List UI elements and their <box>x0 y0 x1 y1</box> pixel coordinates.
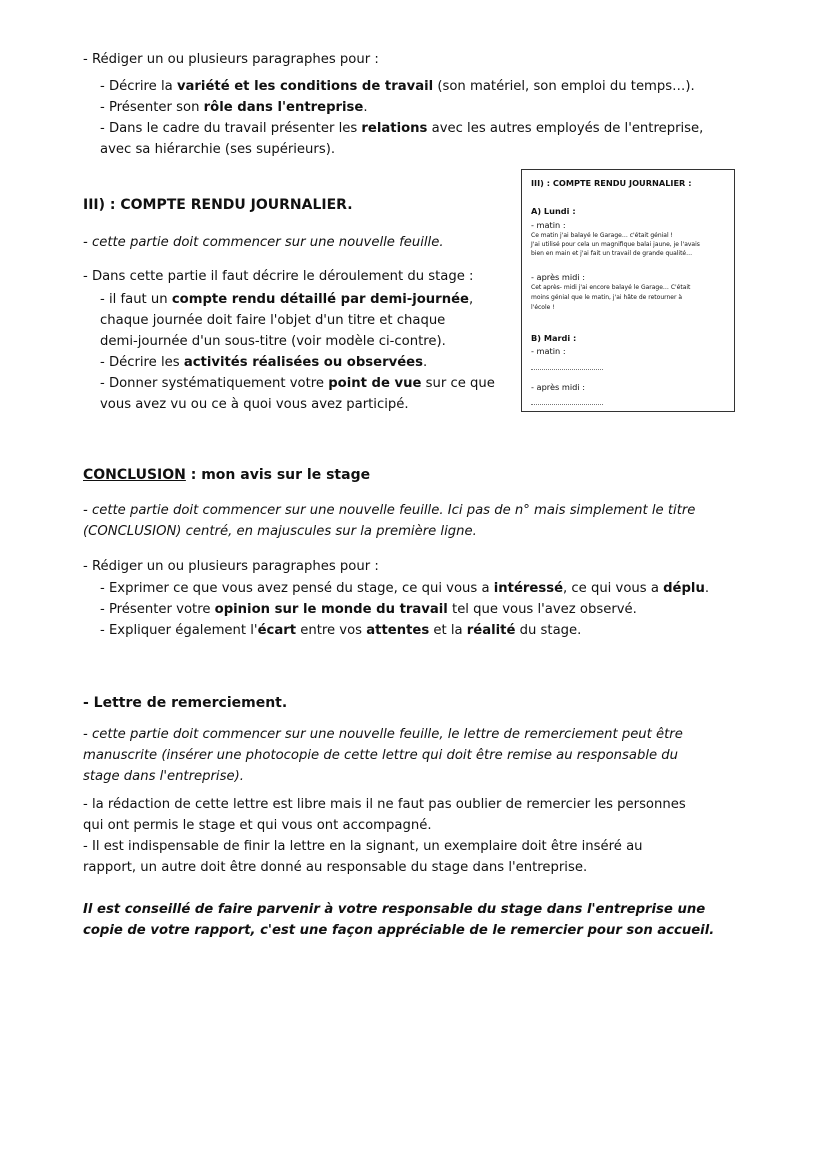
model-afternoon-label: - après midi : <box>531 382 585 392</box>
instruction-intro: - Rédiger un ou plusieurs paragraphes pour : <box>83 52 379 67</box>
lettre-note: stage dans l'entreprise). <box>83 769 244 784</box>
instruction-item-continued: vous avez vu ou ce à quoi vous avez participé. <box>100 397 409 412</box>
instruction-item: - il faut un compte rendu détaillé par demi-journée, <box>100 292 474 307</box>
model-dotted-line <box>531 404 603 405</box>
model-day-b: B) Mardi : <box>531 333 577 343</box>
model-box-title: III) : COMPTE RENDU JOURNALIER : <box>531 178 692 188</box>
model-afternoon-label: - après midi : <box>531 272 585 282</box>
instruction-item-continued: demi-journée d'un sous-titre (voir modèle ci-contre). <box>100 334 446 349</box>
instruction-item: - Présenter votre opinion sur le monde du travail tel que vous l'avez observé. <box>100 602 637 617</box>
model-text-line: bien en main et j'ai fait un travail de grande qualité… <box>531 250 693 257</box>
model-text-line: Ce matin j'ai balayé le Garage… c'était génial ! <box>531 232 673 239</box>
lettre-paragraph: - la rédaction de cette lettre est libre mais il ne faut pas oublier de remercier les personnes <box>83 797 686 812</box>
instruction-item: - Présenter son rôle dans l'entreprise. <box>100 100 368 115</box>
instruction-intro: - Rédiger un ou plusieurs paragraphes pour : <box>83 559 379 574</box>
instruction-intro: - Dans cette partie il faut décrire le déroulement du stage : <box>83 269 474 284</box>
section-title-lettre: - Lettre de remerciement. <box>83 695 288 711</box>
model-day-a: A) Lundi : <box>531 206 576 216</box>
section-title-conclusion: CONCLUSION : mon avis sur le stage <box>83 467 371 483</box>
instruction-item: - Décrire la variété et les conditions de travail (son matériel, son emploi du temps…). <box>100 79 695 94</box>
lettre-paragraph: - Il est indispensable de finir la lettre en la signant, un exemplaire doit être inséré au <box>83 839 643 854</box>
instruction-item: - Exprimer ce que vous avez pensé du stage, ce qui vous a intéressé, ce qui vous a déplu. <box>100 581 710 596</box>
instruction-item: - Expliquer également l'écart entre vos attentes et la réalité du stage. <box>100 623 582 638</box>
model-morning-label: - matin : <box>531 220 566 230</box>
lettre-note: - cette partie doit commencer sur une nouvelle feuille, le lettre de remerciement peut être <box>83 727 683 742</box>
note-new-sheet: - cette partie doit commencer sur une nouvelle feuille. <box>83 235 444 250</box>
advice-text: Il est conseillé de faire parvenir à votre responsable du stage dans l'entreprise une <box>83 902 706 917</box>
model-text-line: Cet après- midi j'ai encore balayé le Garage… C'était <box>531 284 691 291</box>
instruction-item-continued: chaque journée doit faire l'objet d'un titre et chaque <box>100 313 446 328</box>
model-text-line: l'école ! <box>531 304 555 311</box>
instruction-item: - Donner systématiquement votre point de vue sur ce que <box>100 376 495 391</box>
instruction-item-continued: avec sa hiérarchie (ses supérieurs). <box>100 142 336 157</box>
section-title-compte-rendu: III) : COMPTE RENDU JOURNALIER. <box>83 197 353 213</box>
lettre-paragraph: qui ont permis le stage et qui vous ont accompagné. <box>83 818 432 833</box>
lettre-paragraph: rapport, un autre doit être donné au responsable du stage dans l'entreprise. <box>83 860 588 875</box>
instruction-item: - Décrire les activités réalisées ou observées. <box>100 355 428 370</box>
lettre-note: manuscrite (insérer une photocopie de cette lettre qui doit être remise au responsable du <box>83 748 679 763</box>
model-text-line: J'ai utilisé pour cela un magnifique balai jaune, je l'avais <box>531 241 700 248</box>
conclusion-note: - cette partie doit commencer sur une nouvelle feuille. Ici pas de n° mais simplement le titre <box>83 503 696 518</box>
model-morning-label: - matin : <box>531 346 566 356</box>
instruction-item: - Dans le cadre du travail présenter les relations avec les autres employés de l'entreprise, <box>100 121 704 136</box>
model-example-box <box>521 169 735 412</box>
advice-text: copie de votre rapport, c'est une façon appréciable de le remercier pour son accueil. <box>83 923 715 938</box>
model-text-line: moins génial que le matin, j'ai hâte de retourner à <box>531 294 683 301</box>
model-dotted-line <box>531 369 603 370</box>
conclusion-note: (CONCLUSION) centré, en majuscules sur la première ligne. <box>83 524 477 539</box>
